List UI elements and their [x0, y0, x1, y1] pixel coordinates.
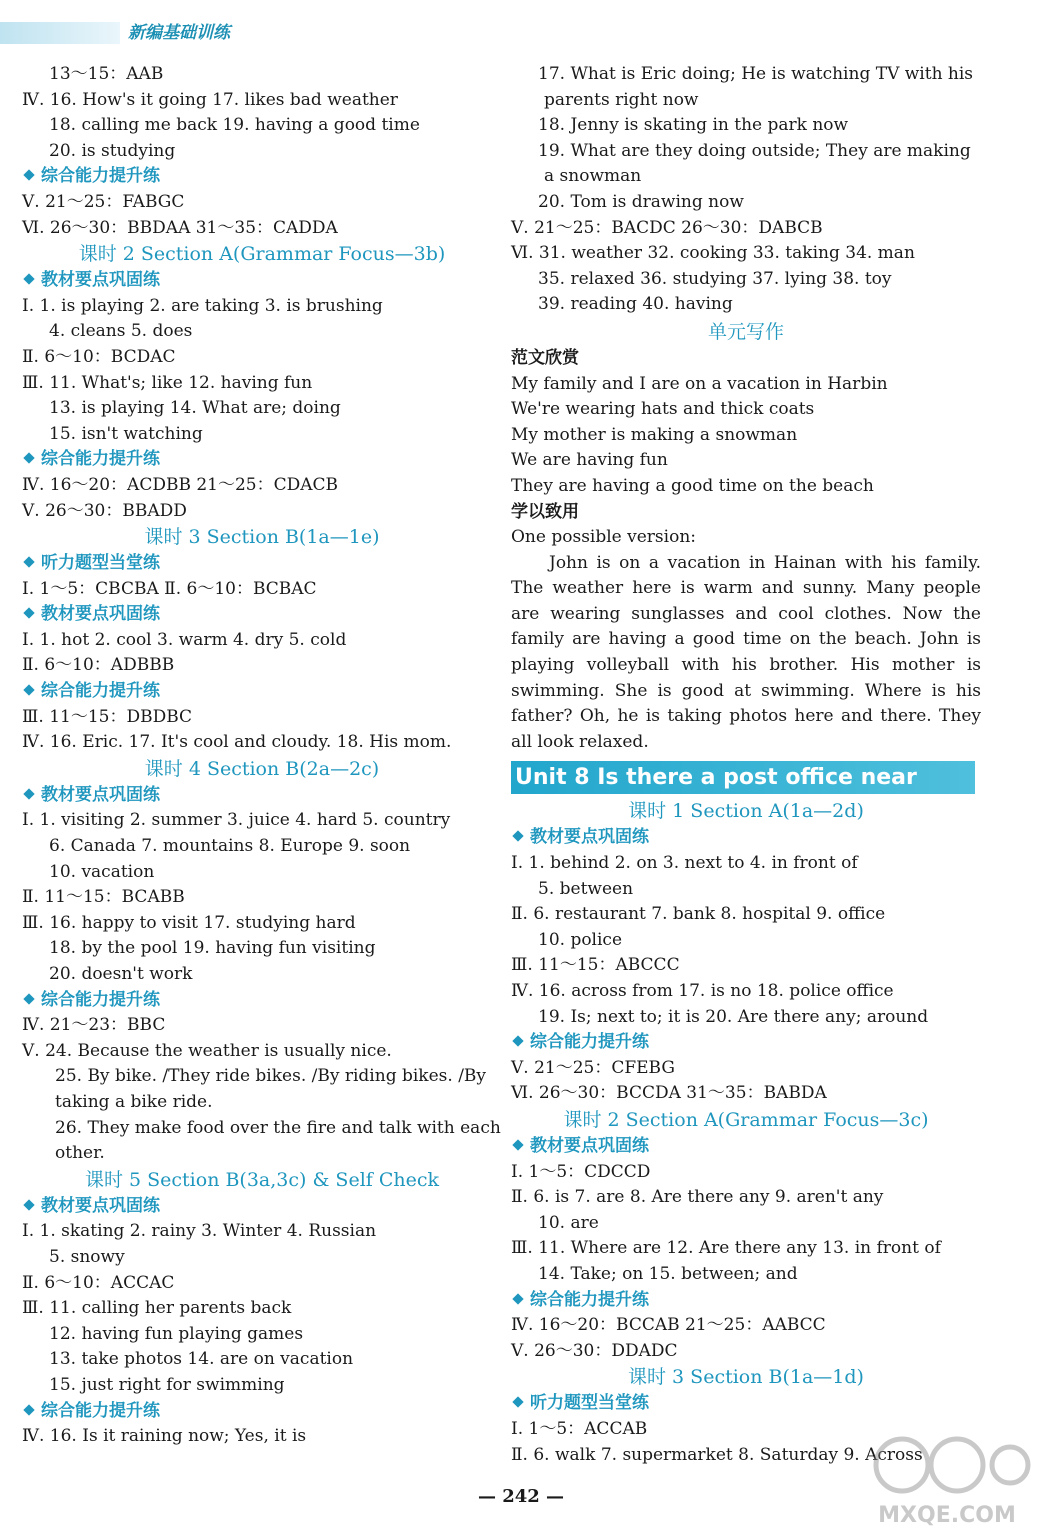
answer-line: Ⅴ. 21～25：CFEBG [511, 1057, 675, 1078]
answer-line: Ⅱ. 6～10：ACCAC [22, 1272, 175, 1293]
answer-line: 19. What are they doing outside; They are making [538, 140, 971, 161]
answer-line: 39. reading 40. having [538, 294, 733, 315]
answer-line: 20. Tom is drawing now [538, 191, 744, 212]
answer-line: 10. vacation [49, 861, 155, 882]
answer-line: 25. By bike. /They ride bikes. /By riding bikes. /By taking a bike ride. [55, 1066, 487, 1112]
watermark-text: MXQE.COM [878, 1503, 1016, 1528]
section-heading [511, 1391, 981, 1417]
answer-line: 13. take photos 14. are on vacation [49, 1349, 354, 1370]
answer-line: Ⅲ. 11～15：DBDBC [22, 706, 193, 727]
diamond-icon [512, 1036, 523, 1047]
diamond-icon [23, 170, 34, 181]
section-heading-text: 教材要点巩固练 [41, 784, 160, 805]
answer-line: My family and I are on a vacation in Harbin [511, 373, 888, 394]
diamond-icon [23, 273, 34, 284]
answer-line: Ⅰ. 1～5：CDCCD [511, 1161, 651, 1182]
answer-line: Ⅱ. 11～15：BCABB [22, 887, 185, 908]
page-number: — 242 — [477, 1486, 565, 1507]
lesson-title: 课时 5 Section B(3a,3c) & Self Check [84, 1168, 440, 1191]
answer-line: Ⅳ. 16～20：ACDBB 21～25：CDACB [22, 474, 339, 495]
header-title: 新编基础训练 [128, 23, 230, 43]
answer-line: Ⅲ. 11. What's; like 12. having fun [22, 372, 313, 393]
diamond-icon [512, 1293, 523, 1304]
section-heading-text: 听力题型当堂练 [41, 553, 160, 574]
answer-line: Ⅲ. 11～15：ABCCC [511, 955, 680, 976]
diamond-icon [512, 1139, 523, 1150]
answer-line: 17. What is Eric doing; He is watching TV with his [538, 64, 974, 84]
answer-line: a snowman [544, 166, 642, 187]
left-column [22, 62, 502, 1450]
answer-line: parents right now [544, 89, 699, 110]
diamond-icon [23, 788, 34, 799]
diamond-icon [23, 453, 34, 464]
diamond-icon [23, 1199, 34, 1210]
section-heading [511, 1134, 981, 1160]
answer-line: Ⅴ. 24. Because the weather is usually nice. [22, 1040, 392, 1061]
section-heading-text: 教材要点巩固练 [41, 270, 160, 291]
answer-line: Ⅱ. 6. is 7. are 8. Are there any 9. aren't any [511, 1187, 884, 1208]
answer-line: Ⅳ. 16. Is it raining now; Yes, it is [22, 1426, 307, 1447]
section-heading [22, 679, 502, 705]
section-heading-text: 听力题型当堂练 [530, 1393, 649, 1414]
answer-line: Ⅲ. 11. calling her parents back [22, 1298, 292, 1319]
answer-line: 20. doesn't work [49, 964, 193, 984]
subheading: 学以致用 [511, 501, 579, 522]
answer-line: Ⅳ. 16. How's it going 17. likes bad weather [22, 89, 398, 110]
sample-essay: John is on a vacation in Hainan with his family. The weather here is warm and sunny. Many people are wearing sunglasses and cool clothes. Now the family are having a good time on the beach. John is playing volleyball with his brother. His mother is swimming. She is good at swimming. Where is his father? Oh, he is taking photos here and there. They all look relaxed. [511, 552, 981, 752]
answer-line: My mother is making a snowman [511, 424, 798, 445]
answer-line: 13～15：AAB [49, 64, 164, 84]
answer-line: Ⅰ. 1～5：CBCBA Ⅱ. 6～10：BCBAC [22, 578, 317, 599]
answer-line: 10. police [538, 929, 623, 950]
answer-line: Ⅱ. 6. restaurant 7. bank 8. hospital 9. office [511, 904, 886, 925]
section-heading-text: 教材要点巩固练 [530, 1135, 649, 1156]
answer-line: 13. is playing 14. What are; doing [49, 398, 341, 419]
lesson-title: 课时 2 Section A(Grammar Focus—3b) [78, 243, 446, 266]
answer-line: 5. snowy [49, 1246, 125, 1267]
answer-line: Ⅳ. 21～23：BBC [22, 1015, 166, 1036]
answer-line: Ⅴ. 26～30：DDADC [511, 1340, 678, 1361]
answer-line: 26. They make food over the fire and talk with each other. [55, 1117, 501, 1164]
section-heading [22, 447, 502, 473]
answer-line: Ⅲ. 16. happy to visit 17. studying hard [22, 912, 356, 933]
unit-banner: Unit 8 Is there a post office near here? [511, 761, 975, 794]
diamond-icon [23, 993, 34, 1004]
section-heading-text: 综合能力提升练 [41, 989, 160, 1010]
section-heading-text: 综合能力提升练 [530, 1289, 649, 1310]
answer-line: Ⅵ. 31. weather 32. cooking 33. taking 34. man [511, 243, 915, 264]
answer-line: Ⅱ. 6. walk 7. supermarket 8. Saturday 9. Across [511, 1444, 923, 1465]
answer-line: Ⅰ. 1. visiting 2. summer 3. juice 4. hard 5. country [22, 810, 451, 831]
section-heading [511, 1030, 981, 1056]
page-header [0, 22, 260, 44]
watermark-logo [862, 1430, 1032, 1530]
answer-line: 20. is studying [49, 140, 176, 161]
answer-line: We're wearing hats and thick coats [511, 399, 815, 420]
lesson-title: 课时 3 Section B(1a—1d) [628, 1366, 864, 1389]
answer-line: 18. Jenny is skating in the park now [538, 115, 849, 136]
section-heading-text: 综合能力提升练 [41, 449, 160, 470]
answer-line: Ⅴ. 26～30：BBADD [22, 500, 187, 521]
answer-line: 15. isn't watching [49, 423, 203, 444]
answer-line: 19. Is; next to; it is 20. Are there any; around [538, 1006, 929, 1027]
answer-line: 14. Take; on 15. between; and [538, 1263, 798, 1284]
answer-line: 10. are [538, 1212, 599, 1233]
section-heading [22, 1399, 502, 1425]
lesson-title: 课时 3 Section B(1a—1e) [144, 526, 380, 549]
diamond-icon [512, 831, 523, 842]
header-bar [0, 22, 120, 44]
section-heading [511, 1288, 981, 1314]
answer-line: Ⅳ. 16～20：BCCAB 21～25：AABCC [511, 1315, 826, 1336]
answer-line: Ⅰ. 1. is playing 2. are taking 3. is brushing [22, 295, 383, 316]
diamond-icon [23, 556, 34, 567]
answer-line: 35. relaxed 36. studying 37. lying 38. toy [538, 268, 892, 289]
lesson-title: 课时 2 Section A(Grammar Focus—3c) [563, 1108, 929, 1131]
answer-line: 4. cleans 5. does [49, 321, 193, 342]
section-heading [22, 1194, 502, 1220]
answer-line: 18. by the pool 19. having fun visiting [49, 938, 376, 959]
section-heading-text: 综合能力提升练 [530, 1032, 649, 1053]
answer-line: They are having a good time on the beach [511, 475, 874, 496]
subheading: 范文欣赏 [511, 347, 579, 368]
lesson-title: 课时 1 Section A(1a—2d) [628, 800, 864, 823]
answer-line: Ⅱ. 6～10：ADBBB [22, 655, 175, 676]
answer-line: One possible version: [511, 527, 696, 548]
answer-line: Ⅲ. 11. Where are 12. Are there any 13. in front of [511, 1238, 941, 1259]
answer-line: Ⅵ. 26～30：BCCDA 31～35：BABDA [511, 1083, 827, 1104]
answer-line: Ⅰ. 1. behind 2. on 3. next to 4. in front of [511, 853, 858, 874]
answer-line: Ⅰ. 1. skating 2. rainy 3. Winter 4. Russian [22, 1221, 377, 1242]
section-heading-text: 教材要点巩固练 [41, 1195, 160, 1216]
answer-line: Ⅰ. 1～5：ACCAB [511, 1418, 648, 1439]
section-heading [22, 602, 502, 628]
answer-line: Ⅵ. 26～30：BBDAA 31～35：CADDA [22, 217, 338, 238]
section-heading [22, 268, 502, 294]
answer-line: 15. just right for swimming [49, 1374, 285, 1395]
section-heading-text: 综合能力提升练 [41, 681, 160, 702]
answer-line: 18. calling me back 19. having a good time [49, 115, 420, 136]
lesson-title: 课时 4 Section B(2a—2c) [144, 757, 380, 780]
section-heading-text: 综合能力提升练 [41, 1400, 160, 1421]
diamond-icon [23, 684, 34, 695]
diamond-icon [23, 1404, 34, 1415]
diamond-icon [23, 608, 34, 619]
section-heading [22, 988, 502, 1014]
section-heading [22, 783, 502, 809]
section-heading-text: 综合能力提升练 [41, 166, 160, 187]
section-heading [22, 164, 502, 190]
diamond-icon [512, 1397, 523, 1408]
answer-line: Ⅰ. 1. hot 2. cool 3. warm 4. dry 5. cold [22, 629, 347, 650]
section-heading-text: 教材要点巩固练 [41, 604, 160, 625]
answer-line: 5. between [538, 878, 634, 899]
answer-line: We are having fun [511, 450, 668, 471]
answer-line: 12. having fun playing games [49, 1323, 304, 1344]
section-heading [511, 825, 981, 851]
answer-line: Ⅳ. 16. across from 17. is no 18. police office [511, 981, 894, 1001]
right-column [511, 62, 981, 1468]
answer-line: Ⅱ. 6～10：BCDAC [22, 346, 176, 367]
unit-writing-title: 单元写作 [707, 320, 784, 343]
section-heading [22, 551, 502, 577]
answer-line: 6. Canada 7. mountains 8. Europe 9. soon [49, 836, 411, 857]
answer-line: Ⅴ. 21～25：BACDC 26～30：DABCB [511, 217, 823, 238]
section-heading-text: 教材要点巩固练 [530, 827, 649, 848]
answer-line: Ⅳ. 16. Eric. 17. It's cool and cloudy. 18. His mom. [22, 732, 452, 753]
answer-line: Ⅴ. 21～25：FABGC [22, 191, 185, 212]
